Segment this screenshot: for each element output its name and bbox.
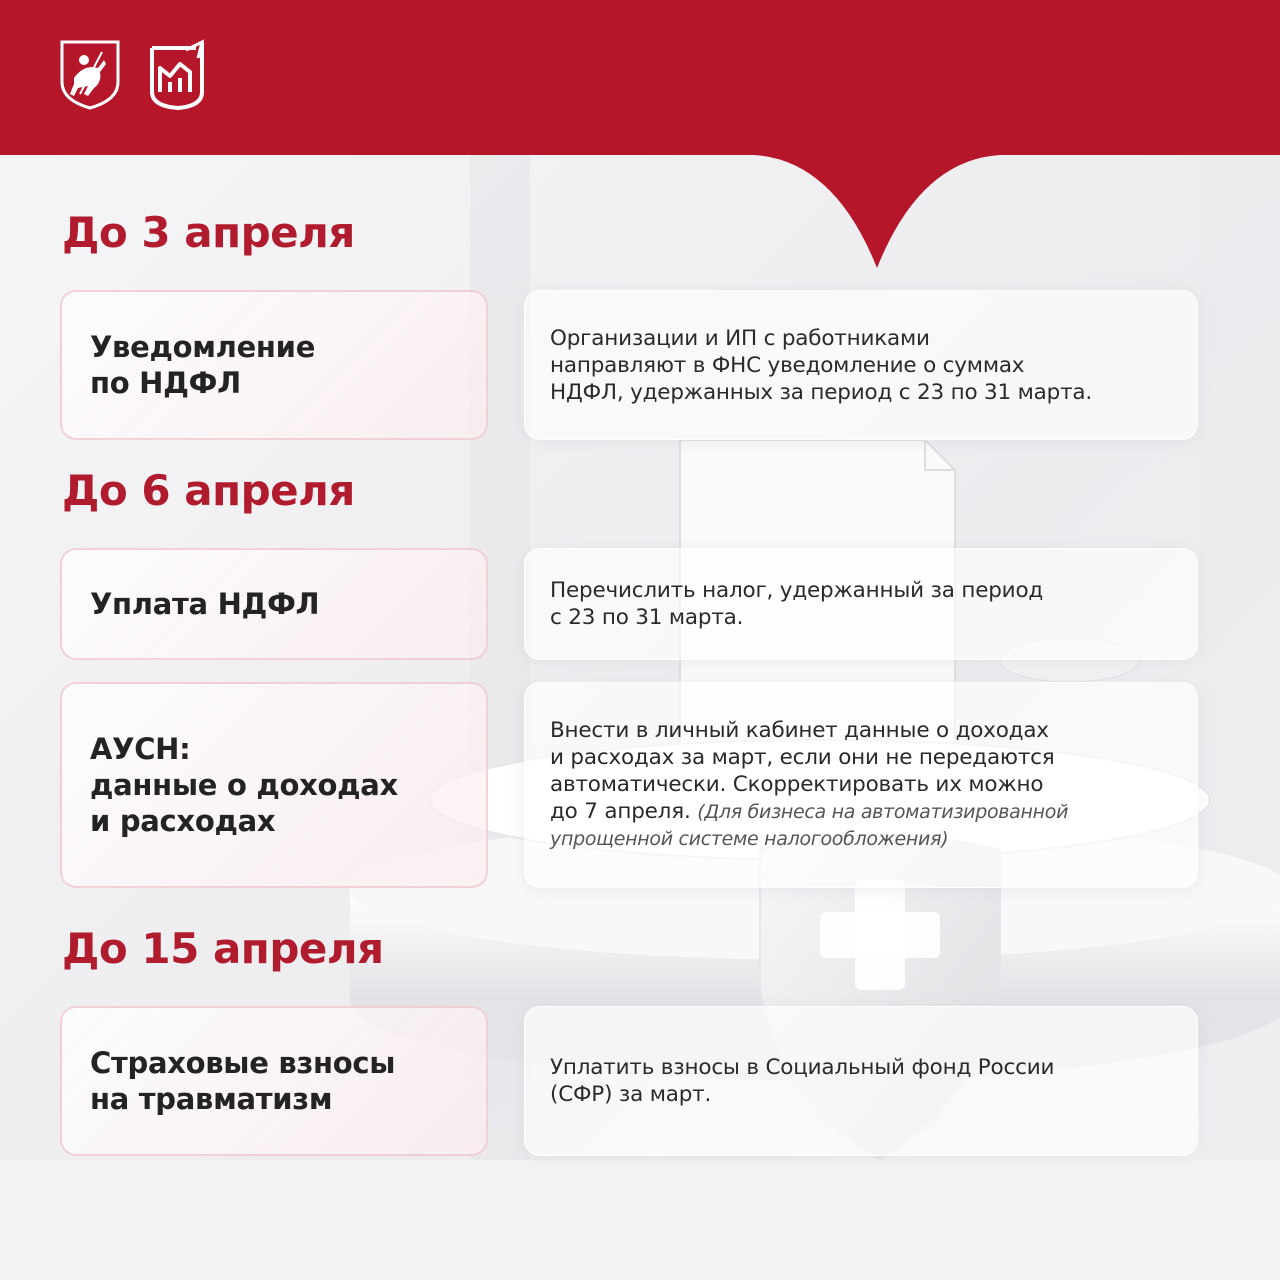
note-text: упрощенной системе налогообложения) [550,828,949,850]
description-text: Организации и ИП с работниками направляют в ФНС уведомление о суммах НДФЛ, удержанных за период с 23 по 31 марта. [550,325,1093,405]
deadline-title-april-15: До 15 апреля [62,924,384,973]
deadline-correction: до 7 апреля. [550,799,691,824]
moscow-coat-of-arms-logo [58,38,122,110]
description-card-ndfl-notice [524,290,1198,440]
description-card-insurance [524,1006,1198,1156]
topic-card-ndfl-payment [60,548,488,660]
topic-card-ndfl-notice [60,290,488,440]
deadline-title-april-6: До 6 апреля [62,466,355,515]
description-card-ausn [524,682,1198,888]
description-card-ndfl-payment [524,548,1198,660]
topic-card-ausn [60,682,488,888]
topic-label: Страховые взносы на травматизм [90,1046,396,1116]
department-logo [146,38,210,110]
topic-label: Уплата НДФЛ [90,587,320,621]
description-text: Перечислить налог, удержанный за период с 23 по 31 марта. [550,578,1044,630]
description-text: Внести в личный кабинет данные о доходах и расходах за март, если они не передаются автоматически. Скорректировать их можно до 7 апреля. (Для бизнеса на автоматизированной упрощенной системе налогообложения) [550,717,1068,853]
deadline-title-april-3: До 3 апреля [62,208,355,257]
note-text: (Для бизнеса на автоматизированной [697,801,1069,823]
topic-label: АУСН: данные о доходах и расходах [90,732,398,838]
topic-label: Уведомление по НДФЛ [90,330,316,400]
topic-card-insurance [60,1006,488,1156]
description-text: Уплатить взносы в Социальный фонд России (СФР) за март. [550,1055,1055,1107]
